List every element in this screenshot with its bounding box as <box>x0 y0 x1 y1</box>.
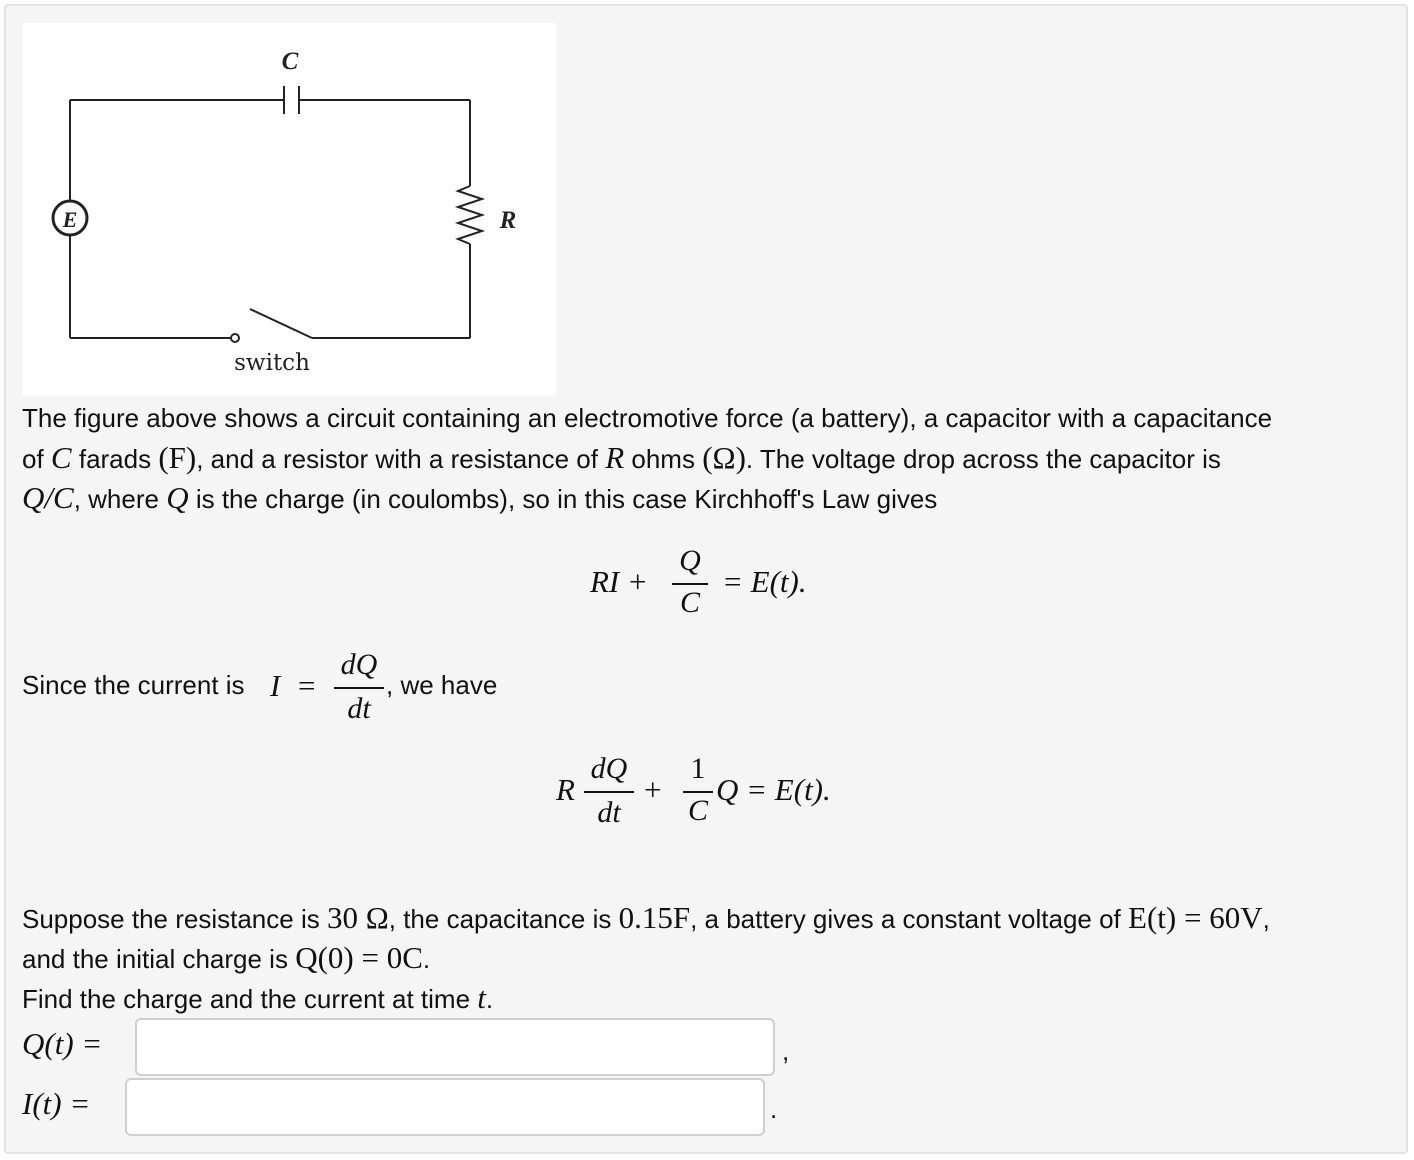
intro-text-3b: is the charge (in coulombs), so in this case Kirchhoff's Law gives <box>195 484 938 514</box>
math-t: t <box>477 980 486 1015</box>
eq2-reciprocal-bar <box>683 791 713 793</box>
intro-text-2b: farads <box>78 444 152 474</box>
intro-text-3a: , where <box>73 484 159 514</box>
current-suffix: , we have <box>386 670 498 700</box>
intro-line-2 <box>22 438 1221 479</box>
problem-text-3-end: . <box>485 984 494 1014</box>
current-prefix: Since the current is <box>22 670 245 700</box>
eq2-r: R <box>556 772 575 807</box>
eq1-left: RI + <box>590 564 648 599</box>
circuit-figure <box>22 23 556 396</box>
resistance-value: 30 Ω <box>326 900 389 935</box>
charge-input[interactable] <box>135 1018 775 1076</box>
problem-text-1a: Suppose the resistance is <box>22 904 320 934</box>
eq2-plus: + <box>644 772 662 807</box>
eq2-numerator: dQ <box>590 752 628 785</box>
switch-contact <box>231 334 239 342</box>
intro-text-2e: . The voltage drop across the capacitor is <box>745 444 1221 474</box>
problem-line-1 <box>22 898 1270 939</box>
resistor-zigzag <box>458 186 482 244</box>
q-trailing-comma: , <box>782 1036 790 1066</box>
intro-line-1 <box>22 398 1272 438</box>
eq1-right: = E(t). <box>722 564 807 599</box>
voltage-value: E(t) = 60V <box>1128 900 1263 935</box>
math-farad-unit: (F) <box>158 440 197 475</box>
eq1-fraction <box>672 544 708 624</box>
math-ohm-unit: (Ω) <box>702 440 746 475</box>
label-r: R <box>499 207 517 234</box>
label-switch: switch <box>234 350 310 376</box>
i-label: I(t) = <box>22 1086 91 1121</box>
problem-text-3: Find the charge and the current at time <box>22 984 471 1014</box>
circuit-diagram <box>22 23 556 396</box>
math-r: R <box>605 440 625 475</box>
math-q-over-c: Q/C <box>22 480 74 515</box>
problem-line-3 <box>22 978 493 1019</box>
initial-charge-value: Q(0) = 0C <box>295 940 423 975</box>
eq2-derivative-bar <box>584 791 634 793</box>
eq2-c: C <box>687 794 708 827</box>
label-c: C <box>281 48 299 75</box>
label-e: E <box>62 207 78 232</box>
eq2-reciprocal <box>683 752 713 832</box>
q-label: Q(t) = <box>22 1026 103 1061</box>
eq2-denominator: dt <box>597 796 621 829</box>
problem-text-1b: , the capacitance is <box>388 904 612 934</box>
switch-arm <box>250 309 312 338</box>
eq2-right: Q = E(t). <box>716 772 831 807</box>
current-fraction <box>334 648 384 728</box>
intro-text-2a: of <box>22 444 44 474</box>
intro-line-3 <box>22 478 937 519</box>
intro-text-2d: ohms <box>631 444 695 474</box>
current-symbol: I <box>270 668 281 703</box>
current-numerator: dQ <box>340 648 378 681</box>
problem-text-2b: . <box>422 944 431 974</box>
problem-line-2 <box>22 938 430 979</box>
problem-text-1c: , a battery gives a constant voltage of <box>690 904 1121 934</box>
math-q: Q <box>166 480 189 515</box>
eq1-fraction-bar <box>672 583 708 585</box>
capacitance-value: 0.15F <box>618 900 691 935</box>
intro-text-2c: , and a resistor with a resistance of <box>196 444 598 474</box>
problem-text-1d: , <box>1262 904 1270 934</box>
current-denominator: dt <box>347 692 371 725</box>
eq2-derivative <box>584 752 634 832</box>
current-equals: = <box>298 668 316 703</box>
intro-text-1: The figure above shows a circuit containing an electromotive force (a battery), a capacitor with a capacitance <box>22 403 1273 433</box>
eq2-one: 1 <box>690 752 706 785</box>
eq1-numerator: Q <box>679 544 701 577</box>
problem-text-2a: and the initial charge is <box>22 944 288 974</box>
eq1-denominator: C <box>679 586 700 619</box>
current-fraction-bar <box>334 687 384 689</box>
math-c: C <box>50 440 72 475</box>
i-trailing-period: . <box>770 1094 778 1124</box>
current-input[interactable] <box>125 1078 765 1136</box>
